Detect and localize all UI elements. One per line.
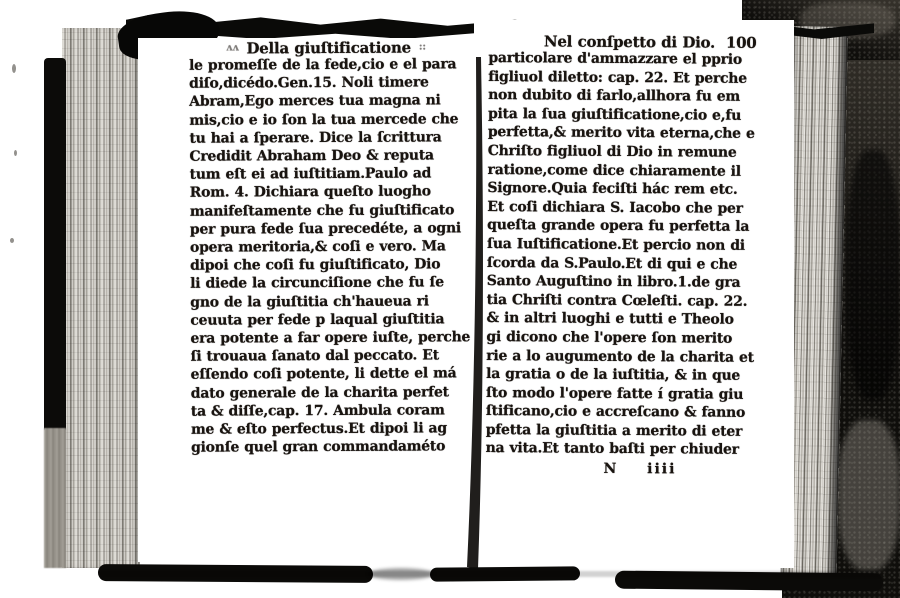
background-speck	[10, 238, 14, 243]
text-line: tu hai a ſperare. Dice la ſcrittura	[189, 129, 442, 147]
text-line: Et coſi dichiara S. Iacobo che per	[487, 198, 743, 217]
text-line: mis,cio e io ſon la tua mercede che	[189, 110, 459, 129]
header-ink-marks: ʌʌ	[226, 42, 239, 54]
text-line: dipoi che coſi fu giuſtificato, Dio	[190, 256, 441, 274]
right-page	[485, 32, 770, 478]
left-page-header	[189, 38, 463, 56]
text-line: pfetta la giuſtitia a merito di eter	[485, 421, 743, 440]
text-line: gi dicono che l'opere ſon merito	[486, 328, 733, 347]
left-page	[189, 38, 471, 457]
text-line: dato generale de la charita perfet	[190, 384, 449, 402]
right-page-text	[486, 49, 771, 460]
text-line: ceuuta per fede p laqual giuſtitia	[190, 311, 445, 329]
left-cover-edge	[44, 58, 66, 432]
running-title: Della giuſtificatione	[246, 38, 411, 58]
text-line: tia Chriſti contra Cœleſti. cap. 22.	[486, 291, 748, 310]
text-line: ſcorda da S.Paulo.Et di qui e che	[486, 254, 738, 273]
text-line: Rom. 4. Dichiara queſto luogho	[189, 183, 431, 202]
text-line: particolare d'ammazzare el pprio	[488, 50, 743, 68]
text-line: Chriſto figliuol di Dio in remune	[487, 142, 737, 161]
folio-number: 100	[725, 33, 757, 52]
text-line: ſua Iuſtificatione.Et percio non di	[487, 235, 745, 254]
text-line: ſto modo l'opere fatte í gratia giu	[485, 384, 744, 403]
right-page-header	[488, 32, 770, 51]
text-line: non dubito di farlo,allhora fu em	[488, 87, 741, 105]
text-line: tum eſt ei ad iuſtitiam.Paulo ad	[189, 165, 432, 183]
text-line: Abram,Ego merces tua magna ni	[189, 92, 441, 111]
background-speck	[14, 150, 17, 156]
text-line: figliuol diletto: cap. 22. Et perche	[488, 68, 747, 87]
text-line: na vita.Et tanto baſti per chiuder	[485, 440, 739, 459]
text-line: gno de la giuſtitia ch'haueua ri	[190, 293, 429, 311]
text-line: perfetta,& merito vita eterna,che e	[487, 124, 755, 143]
text-line: le promeſſe de la fede,cio e el para	[189, 56, 457, 74]
left-page-text	[189, 55, 471, 457]
text-line: opera meritoria,& coſi e vero. Ma	[189, 238, 446, 256]
text-line: per pura fede ſua precedéte, a ogni	[189, 220, 461, 238]
running-title: Nel conſpetto di Dio.	[543, 32, 716, 52]
text-line: diſo,dicédo.Gen.15. Noli timere	[189, 74, 429, 92]
text-line: era potente a far opere iuſte, perche	[190, 329, 471, 347]
text-line: queſta grande opera fu perfetta la	[487, 217, 750, 236]
text-line: eſſendo coſi potente, li dette el má	[190, 365, 457, 384]
background-speck	[12, 64, 16, 73]
left-page-edges	[62, 28, 140, 568]
text-line: me & eſto perfectus.Et dipoi li ag	[190, 420, 447, 438]
text-line: ta & diſſe,cap. 17. Ambula coram	[190, 402, 445, 420]
leather-shadow-patch	[846, 150, 900, 400]
text-line: la gratia o de la iuſtitia, & in que	[486, 366, 741, 384]
text-line: Santo Auguſtino in libro.1.de gra	[486, 273, 741, 291]
text-line: gionſe quel gran commandaméto	[191, 438, 446, 456]
text-line: pita la ſua giuſtificatione,cio e,fu	[487, 105, 742, 124]
text-line: ratione,come dice chiaramente il	[487, 161, 741, 180]
text-line: manifeſtamente che fu giuſtificato	[189, 201, 455, 220]
left-cover-edge-worn	[44, 428, 66, 568]
text-line: Signore.Quia feciſti hác rem etc.	[487, 180, 738, 198]
text-line: li diede la circunciſione che fu ſe	[190, 274, 444, 293]
text-line: Credidit Abraham Deo & reputa	[189, 147, 434, 165]
text-line: ſi trouaua ſanato dal peccato. Et	[190, 347, 439, 365]
text-line: ſtificano,cio e accreſcano & fanno	[485, 403, 746, 422]
header-ink-marks: ::	[418, 41, 426, 53]
book-bottom-edge-shadow	[100, 571, 880, 577]
signature-mark: N iiii	[603, 460, 677, 478]
text-line: & in altri luoghi e tutti e Theolo	[486, 310, 734, 329]
text-line: rie a lo augumento de la charita et	[486, 347, 754, 366]
leather-light-patch	[838, 420, 900, 570]
